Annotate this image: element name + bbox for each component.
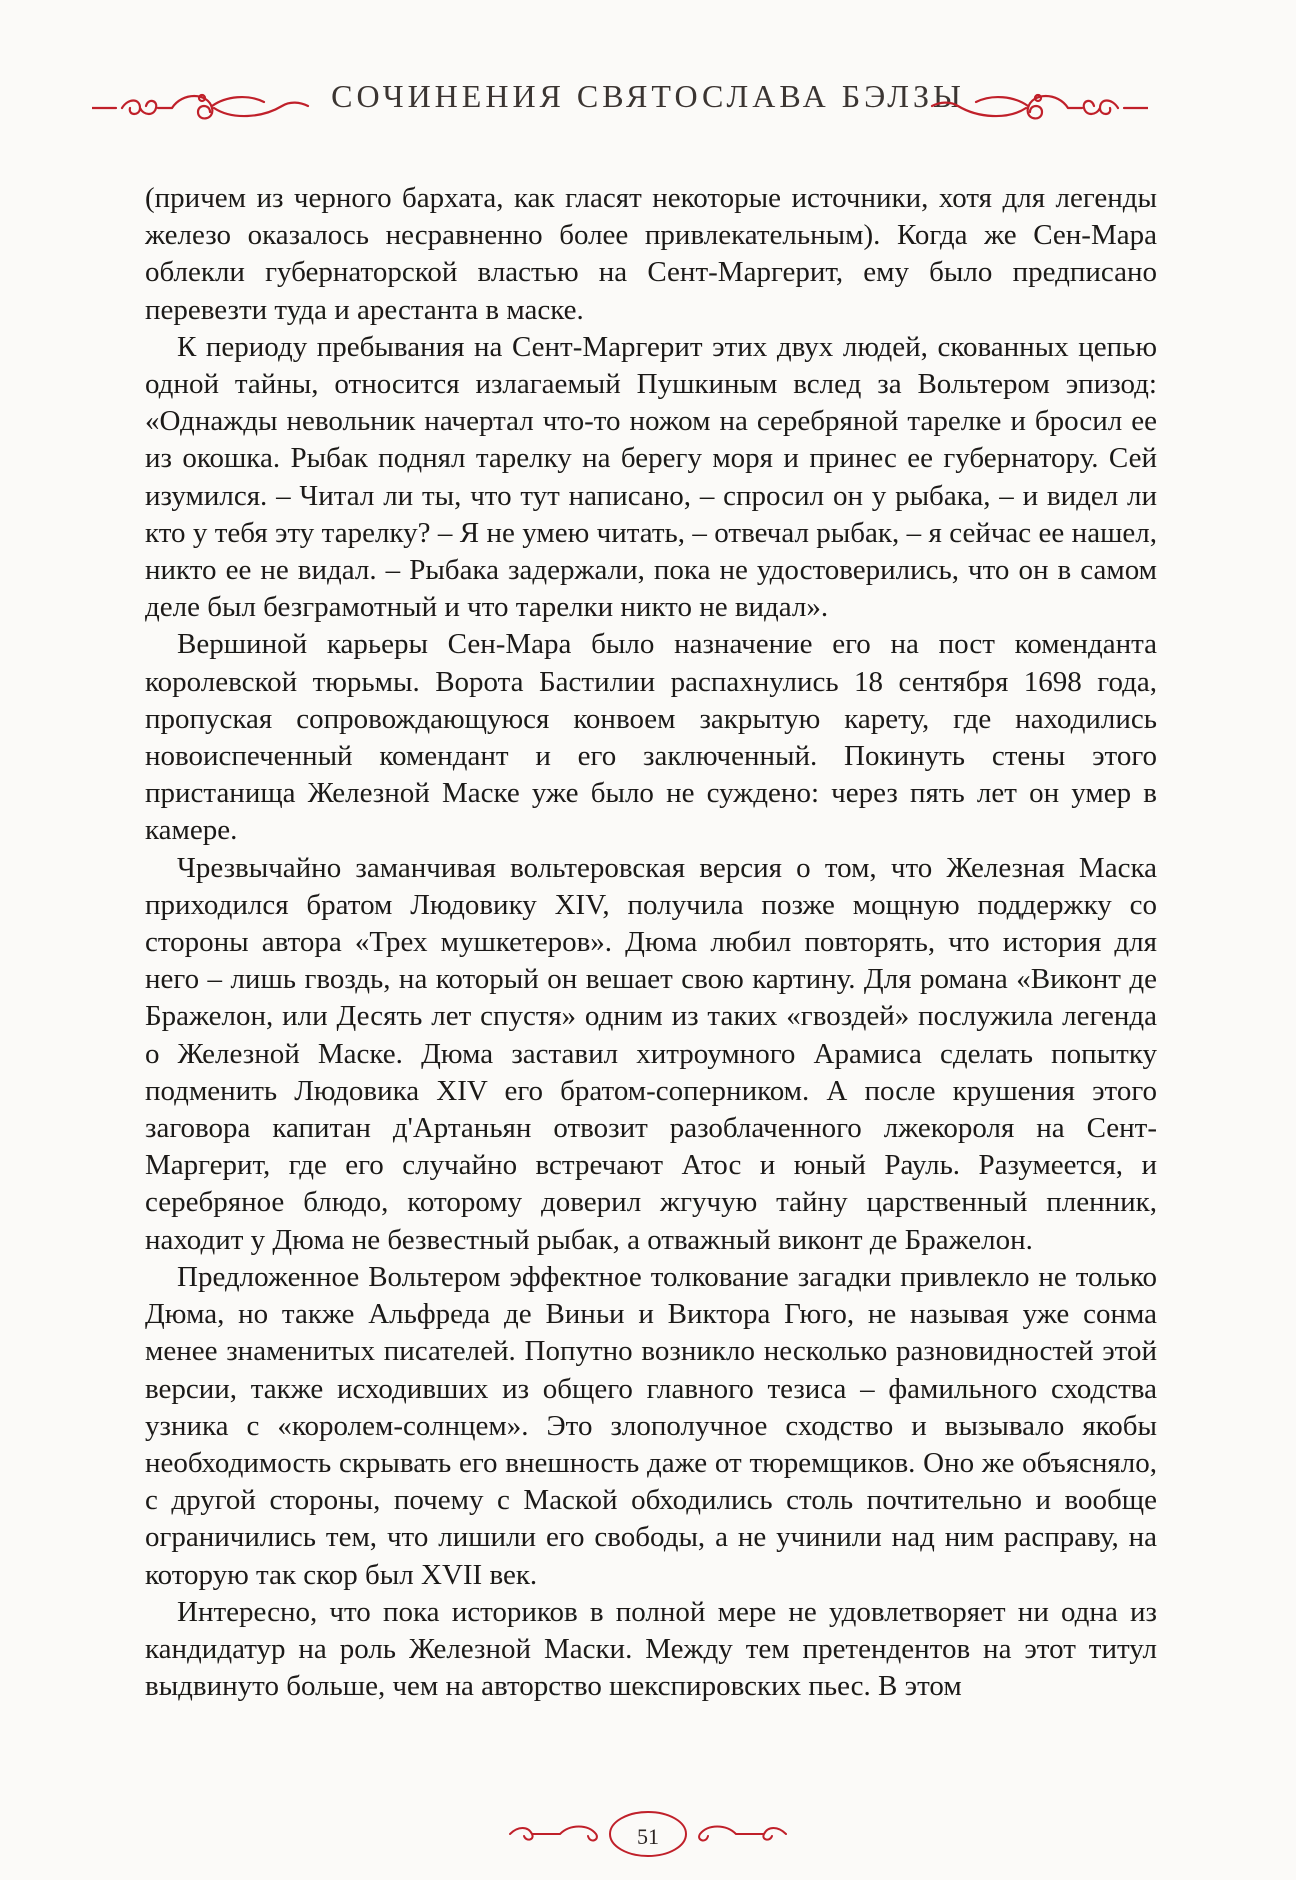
paragraph: Предложенное Вольтером эффектное толкование загадки привлекло не только Дюма, но также Альфреда де Виньи и Виктора Гюго, не называя уже сонма менее знаменитых писателей. Попутно возникло несколько разновидностей этой версии, также исходивших из общего главного тезиса – фамильного сходства узника с «королем-солнцем». Это злополучное сходство и вызывало якобы необходимость скрывать его внешность даже от тюремщиков. Оно же объясняло, с другой стороны, почему с Маской обходились столь почтительно и вообще ограничились тем, что лишили его свободы, а не учинили над ним расправу, на которую так скор был XVII век. — [145, 1260, 1157, 1591]
paragraph: Чрезвычайно заманчивая вольтеровская версия о том, что Железная Маска приходился братом Людовику XIV, получила позже мощную поддержку со стороны автора «Трех мушкетеров». Дюма любил повторять, что история для него – лишь гвоздь, на который он вешает свою картину. Для романа «Виконт де Бражелон, или Десять лет спустя» одним из таких «гвоздей» послужила легенда о Железной Маске. Дюма заставил хитроумного Арамиса сделать попытку подменить Людовика XIV его братом-соперником. А после крушения этого заговора капитан д'Артаньян отвозит разоблаченного лжекороля на Сент-Маргерит, где его случайно встречают Атос и юный Рауль. Разумеется, и серебряное блюдо, которому доверил жгучую тайну царственный пленник, находит у Дюма не безвестный рыбак, а отважный виконт де Бражелон. — [145, 851, 1157, 1256]
page-footer — [0, 1808, 1296, 1858]
paragraph: К периоду пребывания на Сент-Маргерит этих двух людей, скованных цепью одной тайны, относится излагаемый Пушкиным вслед за Вольтером эпизод: «Однажды невольник начертал что-то ножом на серебряной тарелке и бросил ее из окошка. Рыбак поднял тарелку на берегу моря и принес ее губернатору. Сей изумился. – Читал ли ты, что тут написано, – спросил он у рыбака, – и видел ли кто у тебя эту тарелку? – Я не умею читать, – отвечал рыбак, – я сейчас ее нашел, никто ее не видал. – Рыбака задержали, пока не удостоверились, что он в самом деле был безграмотный и что тарелки никто не видал». — [145, 330, 1157, 624]
running-header-title: СОЧИНЕНИЯ СВЯТОСЛАВА БЭЛЗЫ — [331, 78, 965, 114]
paragraph: Интересно, что пока историков в полной мере не удовлетворяет ни одна из кандидатур на роль Железной Маски. Между тем претендентов на этот титул выдвинуто больше, чем на авторство шекспировских пьес. В этом — [145, 1595, 1157, 1703]
paragraph-continuation: (причем из черного бархата, как гласят некоторые источники, хотя для легенды железо оказалось несравненно более привлекательным). Когда же Сен-Мара облекли губернаторской властью на Сент-Маргерит, ему было предписано перевезти туда и арестанта в маске. — [145, 182, 1157, 326]
paragraph: Вершиной карьеры Сен-Мара было назначение его на пост коменданта королевской тюрьмы. Ворота Бастилии распахнулись 18 сентября 1698 года, пропуская сопровождающуюся конвоем закрытую карету, где находились новоиспеченный комендант и его заключенный. Покинуть стены этого пристанища Железной Маске уже было не суждено: через пять лет он умер в камере. — [145, 628, 1157, 847]
running-header — [0, 58, 1296, 138]
right-ornament-icon — [928, 88, 1148, 128]
main-text — [145, 180, 1157, 1705]
page-number: 51 — [637, 1824, 659, 1849]
